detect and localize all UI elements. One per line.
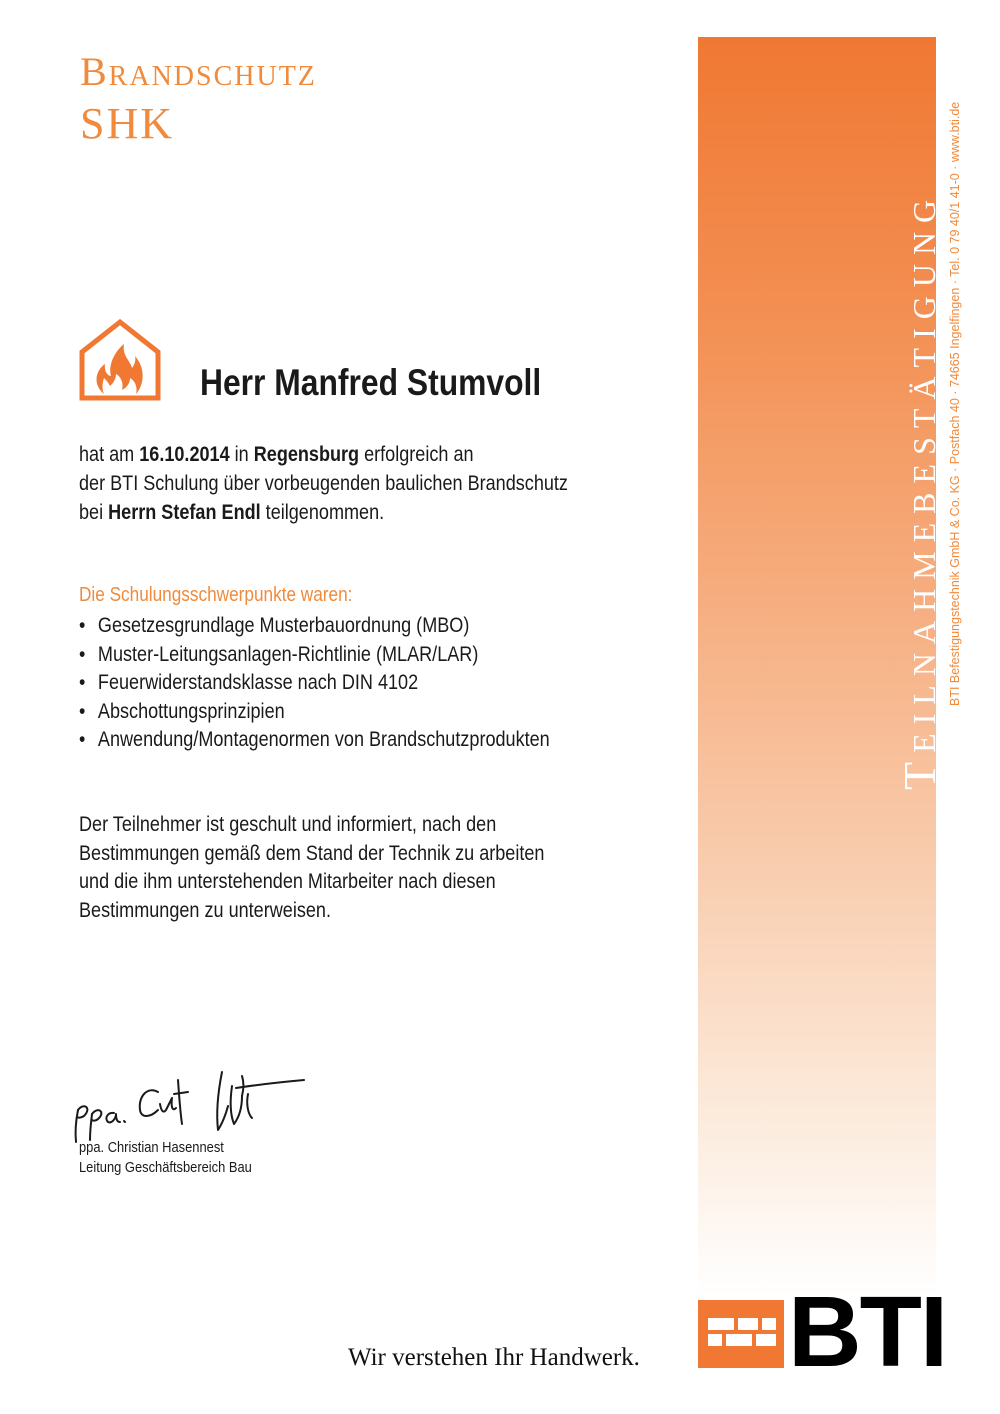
training-date: 16.10.2014 xyxy=(139,443,230,466)
statement-line: Bestimmungen gemäß dem Stand der Technik zu arbeiten xyxy=(79,841,545,865)
intro-line-3 xyxy=(79,498,568,527)
house-flame-icon xyxy=(78,318,162,402)
statement-line: Bestimmungen zu unterweisen. xyxy=(79,898,331,922)
list-item: • Anwendung/Montagenormen von Brandschutzprodukten xyxy=(79,726,550,755)
statement-text xyxy=(79,811,620,925)
list-item: • Abschottungsprinzipien xyxy=(79,698,550,727)
brand-title xyxy=(80,49,317,148)
brand-title-line2: SHK xyxy=(80,99,175,148)
list-item: • Feuerwiderstandsklasse nach DIN 4102 xyxy=(79,669,550,698)
intro-line-2: der BTI Schulung über vorbeugenden baulichen Brandschutz xyxy=(79,472,568,495)
bti-logo: BTI xyxy=(788,1276,947,1388)
focus-list xyxy=(79,612,626,755)
signature-image xyxy=(66,1058,316,1148)
brand-title-line1: Brandschutz xyxy=(80,49,317,94)
signer-title: Leitung Geschäftsbereich Bau xyxy=(79,1159,252,1176)
intro-line-1-mid: in xyxy=(229,443,254,466)
brick-wall-icon xyxy=(698,1300,784,1368)
participant-name: Herr Manfred Stumvoll xyxy=(200,362,542,403)
intro-line-1-pre: hat am xyxy=(79,443,140,466)
trainer-name: Herrn Stefan Endl xyxy=(108,501,261,524)
intro-text xyxy=(79,440,648,527)
list-item: • Muster-Leitungsanlagen-Richtlinie (MLAR/LAR) xyxy=(79,641,550,670)
list-item: • Gesetzesgrundlage Musterbauordnung (MBO) xyxy=(79,612,550,641)
slogan: Wir verstehen Ihr Handwerk. xyxy=(348,1344,640,1371)
training-city: Regensburg xyxy=(253,443,360,466)
statement-line: Der Teilnehmer ist geschult und informiert, nach den xyxy=(79,813,497,836)
statement-line: und die ihm unterstehenden Mitarbeiter nach diesen xyxy=(79,870,496,893)
signer-block xyxy=(79,1138,280,1178)
intro-line-3-pre: bei xyxy=(79,501,109,524)
intro-line-1-post: erfolgreich an xyxy=(359,443,474,466)
focus-heading: Die Schulungsschwerpunkte waren: xyxy=(79,584,353,606)
company-address: BTI Befestigungstechnik GmbH & Co. KG · Postfach 40 · 74665 Ingelfingen · Tel. 0 79 40/1 41-0 · www.bti.de xyxy=(948,101,962,706)
certificate-title: Teilnahmebestätigung xyxy=(894,190,945,790)
intro-line-1 xyxy=(79,440,568,469)
intro-line-3-post: teilgenommen. xyxy=(260,501,385,524)
signer-name: ppa. Christian Hasennest xyxy=(79,1139,224,1156)
